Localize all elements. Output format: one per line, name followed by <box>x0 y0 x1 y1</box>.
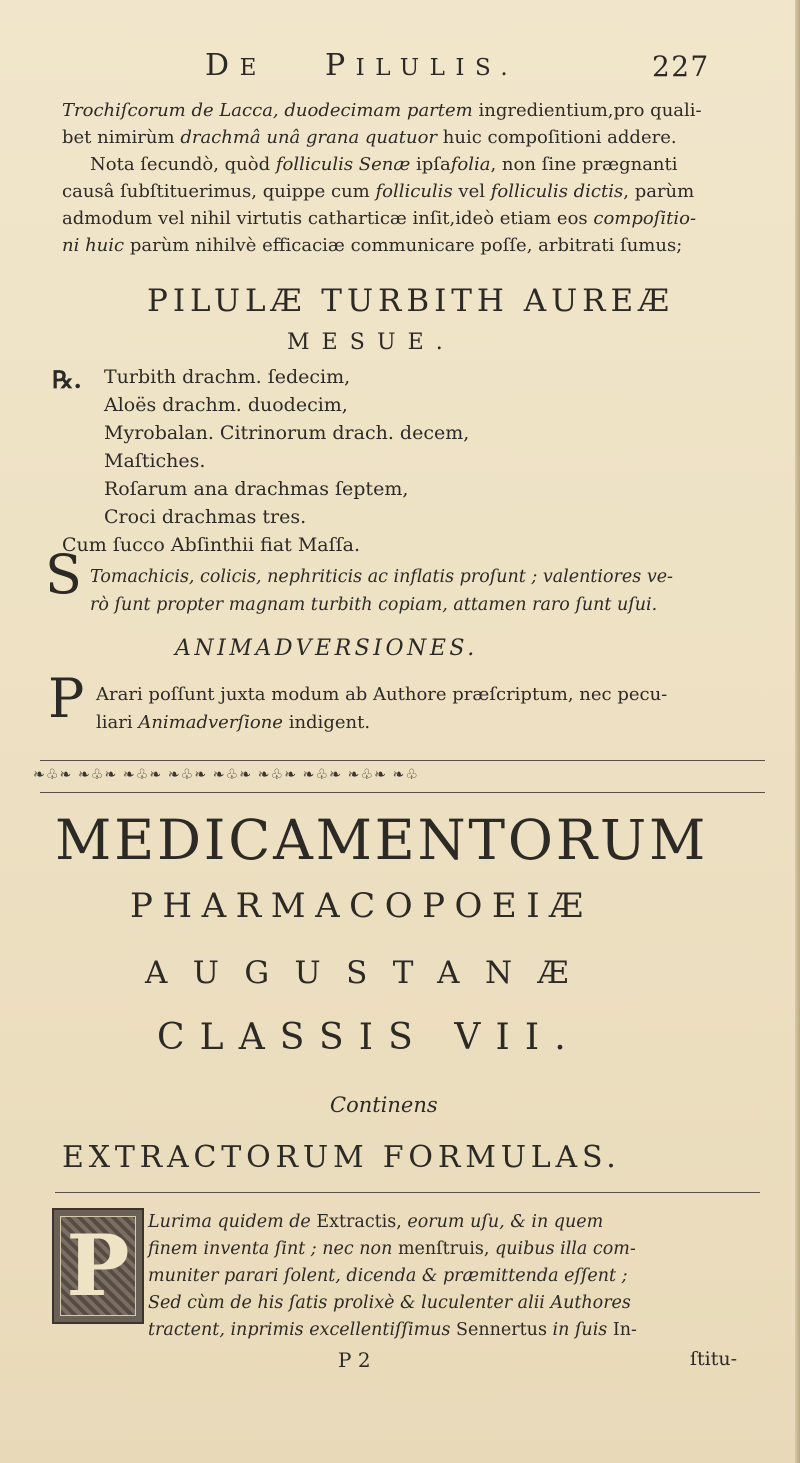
recipe-symbol: ℞. <box>52 365 82 394</box>
catchword: ſtitu- <box>690 1348 738 1370</box>
initial-letter: S <box>45 543 82 606</box>
text-line: bet nimirùm drachmâ unâ grana quatuor huic compoſitioni addere. <box>62 127 677 148</box>
decorated-initial <box>52 1208 144 1324</box>
chapter-title-line: PHARMACOPOEIÆ <box>130 886 593 926</box>
recipe-line: Roſarum ana drachmas ſeptem, <box>104 478 409 500</box>
section-heading: PILULÆ TURBITH AUREÆ <box>147 283 675 319</box>
recipe-line: Maſtiches. <box>104 450 206 472</box>
text-line: muniter parari ſolent, dicenda & præmittenda eſſent ; <box>148 1266 628 1286</box>
divider-rule <box>55 1192 760 1193</box>
text-line: Sed cùm de his ſatis prolixè & luculenter alii Authores <box>148 1293 631 1313</box>
text-line: Lurima quidem de Extractis, eorum uſu, & in quem <box>148 1212 604 1232</box>
text-line: causâ ſubſtituerimus, quippe cum folliculis vel folliculis dictis, parùm <box>62 181 695 202</box>
page-number: 227 <box>652 50 710 83</box>
ornament-band: ❧♧❧ ❧♧❧ ❧♧❧ ❧♧❧ ❧♧❧ ❧♧❧ ❧♧❧ ❧♧❧ ❧♧ <box>33 767 420 783</box>
chapter-title-line: AUGUSTANÆ <box>145 955 594 991</box>
signature-mark: P 2 <box>338 1348 371 1372</box>
recipe-line: Cum ſucco Abſinthii fiat Maſſa. <box>62 534 361 556</box>
divider-rule <box>40 792 765 793</box>
recipe-line: Myrobalan. Citrinorum drach. decem, <box>104 422 470 444</box>
recipe-line: Croci drachmas tres. <box>104 506 307 528</box>
usage-line: rò ſunt propter magnam turbith copiam, attamen raro ſunt uſui. <box>90 595 658 615</box>
text-line: finem inventa ſint ; nec non menſtruis, quibus illa com- <box>148 1239 636 1259</box>
chapter-subtitle: Continens <box>330 1093 438 1117</box>
recipe-line: Aloës drachm. duodecim, <box>104 394 348 416</box>
text-line: Arari poſſunt juxta modum ab Authore præſcriptum, nec pecu- <box>96 684 668 705</box>
section-heading: ANIMADVERSIONES. <box>175 636 478 661</box>
author-heading: MESUE. <box>287 330 455 355</box>
text-line: Nota ſecundò, quòd folliculis Senæ ipſafolia, non ſine prægnanti <box>90 154 678 175</box>
text-line: Trochiſcorum de Lacca, duodecimam partem ingredientium,pro quali- <box>62 100 702 121</box>
divider-rule <box>40 760 765 761</box>
text-line: admodum vel nihil virtutis catharticæ inſit,ideò etiam eos compoſitio- <box>62 208 697 229</box>
page-edge <box>795 0 800 1463</box>
chapter-title-line: MEDICAMENTORUM <box>55 808 709 872</box>
text-line: liari Animadverſione indigent. <box>96 712 371 733</box>
chapter-title-line: EXTRACTORUM FORMULAS. <box>62 1140 621 1175</box>
running-head: DE PILULIS. <box>205 48 519 83</box>
initial-letter: P <box>48 667 85 730</box>
text-line: ni huic parùm nihilvè efficaciæ communicare poſſe, arbitrati ſumus; <box>62 235 683 256</box>
decorated-initial-letter: P <box>66 1216 130 1315</box>
usage-line: Tomachicis, colicis, nephriticis ac inflatis proſunt ; valentiores ve- <box>90 567 673 587</box>
recipe-line: Turbith drachm. ſedecim, <box>104 366 351 388</box>
chapter-title-line: CLASSIS VII. <box>157 1017 581 1058</box>
text-line: tractent, inprimis excellentiſſimus Sennertus in ſuis In- <box>148 1320 637 1340</box>
